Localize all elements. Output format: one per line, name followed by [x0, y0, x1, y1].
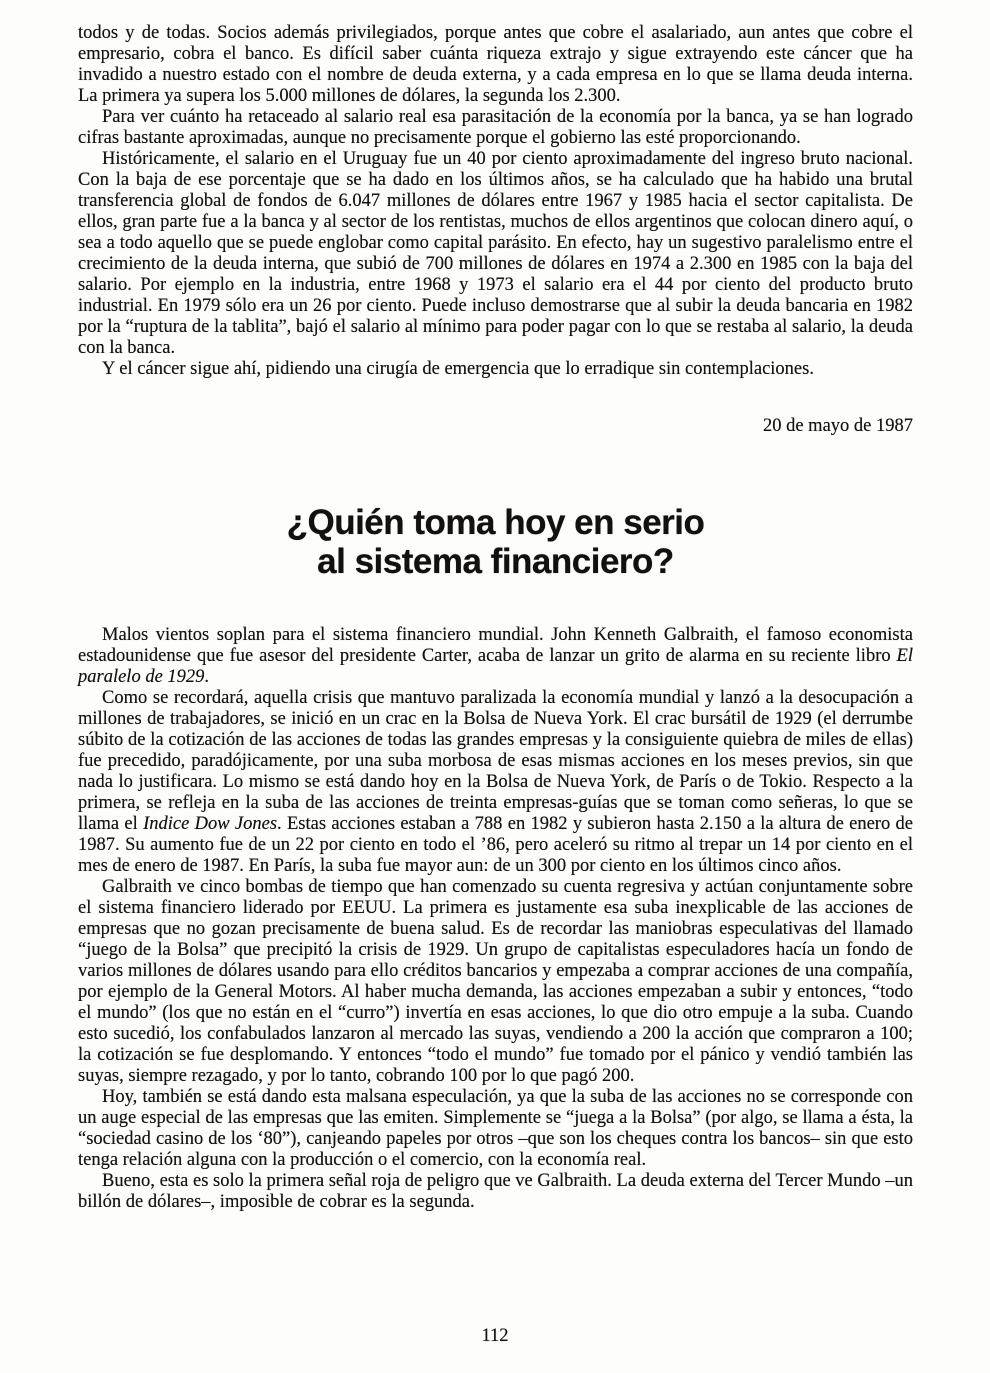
- article-sistema-financiero: [78, 625, 913, 1213]
- date-line: 20 de mayo de 1987: [762, 416, 913, 436]
- paragraph: [78, 1171, 913, 1213]
- paragraph: [78, 359, 913, 380]
- text-run: . Estas acciones estaban a 788 en 1982 y subieron hasta 2.150 a la altura de enero de 1987. Su aumento fue de un 22 por ciento en todo el ’86, pero aceleró su ritmo al trepar un 14 por ciento en el mes de enero de 1987. En París, la suba fue mayor aun: de un 300 por ciento en los últimos cinco años.: [78, 814, 913, 876]
- article-title-line2: al sistema financiero?: [317, 542, 674, 581]
- text-run: Y el cáncer sigue ahí, pidiendo una cirugía de emergencia que lo erradique sin contemplaciones.: [102, 359, 814, 379]
- text-run: Para ver cuánto ha retaceado al salario real esa parasitación de la economía por la banca, ya se han logrado cifras bastante aproximadas, aunque no precisamente porque el gobierno las esté proporcionando.: [78, 107, 913, 148]
- paragraph: [78, 107, 913, 149]
- text-run: Malos vientos soplan para el sistema financiero mundial. John Kenneth Galbraith, el famoso economista estadounidense que fue asesor del presidente Carter, acaba de lanzar un grito de alarma en su reciente libro: [78, 625, 913, 666]
- text-run: Históricamente, el salario en el Uruguay fue un 40 por ciento aproximadamente del ingreso bruto nacional. Con la baja de ese porcentaje que se ha dado en los últimos años, se ha calculado que ha habido una brutal transferencia global de fondos de 6.047 millones de dólares entre 1967 y 1985 hacia el sector capitalista. De ellos, gran parte fue a la banca y al sector de los rentistas, muchos de ellos argentinos que colocan dinero aquí, o sea a todo aquello que se puede englobar como capital parásito. En efecto, hay un sugestivo paralelismo entre el crecimiento de la deuda interna, que subió de 700 millones de dólares en 1974 a 2.300 en 1985 con la baja del salario. Por ejemplo en la industria, entre 1968 y 1973 el salario era el 44 por ciento del producto bruto industrial. En 1979 sólo era un 26 por ciento. Puede incluso demostrarse que al subir la deuda bancaria en 1982 por la “ruptura de la tablita”, bajó el salario al mínimo para poder pagar con lo que se restaba al salario, la deuda con la banca.: [78, 149, 913, 358]
- text-run: Hoy, también se está dando esta malsana especulación, ya que la suba de las acciones no se corresponde con un auge especial de las empresas que las emiten. Simplemente se “juega a la Bolsa” (por algo, se llama a ésta, la “sociedad casino de los ‘80”), canjeando papeles por otros –que son los cheques contra los bancos– sin que esto tenga relación alguna con la producción o el comercio, con la economía real.: [78, 1087, 913, 1170]
- article-title: [78, 503, 913, 581]
- paragraph: [78, 149, 913, 359]
- page-number: 112: [481, 1326, 509, 1346]
- text-run: Como se recordará, aquella crisis que mantuvo paralizada la economía mundial y lanzó a la desocupación a millones de trabajadores, se inició en un crac en la Bolsa de Nueva York. El crac bursátil de 1929 (el derrumbe súbito de la cotización de las acciones de todas las grandes empresas y la consiguiente quiebra de miles de ellas) fue precedido, paradójicamente, por una suba morbosa de esas mismas acciones en los meses previos, sin que nada lo justificara. Lo mismo se está dando hoy en la Bolsa de Nueva York, de París o de Tokio. Respecto a la primera, se refleja en la suba de las acciones de treinta empresas-guías que se toman como señeras, lo que se llama el: [78, 688, 913, 834]
- article-deuda-ending: [78, 23, 913, 380]
- text-run: todos y de todas. Socios además privilegiados, porque antes que cobre el asalariado, aun antes que cobre el empresario, cobra el banco. Es difícil saber cuánta riqueza extrajo y sigue extrayendo este cáncer que ha invadido a nuestro estado con el nombre de deuda externa, y a cada empresa en lo que se llama deuda interna. La primera ya supera los 5.000 millones de dólares, la segunda los 2.300.: [78, 23, 913, 106]
- italic-text: El paralelo de 1929: [78, 646, 913, 687]
- paragraph: [78, 877, 913, 1087]
- text-run: Galbraith ve cinco bombas de tiempo que han comenzado su cuenta regresiva y actúan conjuntamente sobre el sistema financiero liderado por EEUU. La primera es justamente esa suba inexplicable de las acciones de empresas que no gozan precisamente de buena salud. Es de recordar las maniobras especulativas del llamado “juego de la Bolsa” que precipitó la crisis de 1929. Un grupo de capitalistas especuladores hacía un fondo de varios millones de dólares usando para ello créditos bancarios y empezaba a comprar acciones de una compañía, por ejemplo de la General Motors. Al haber mucha demanda, las acciones empezaban a subir y entonces, “todo el mundo” (los que no están en el “curro”) invertía en esas acciones, lo que dio otro empuje a la suba. Cuando esto sucedió, los confabulados lanzaron al mercado las suyas, vendiendo a 200 la acción que compraron a 100; la cotización se fue desplomando. Y entonces “todo el mundo” fue tomado por el pánico y vendió también las suyas, siempre rezagado, y por lo tanto, cobrando 100 por lo que pagó 200.: [78, 877, 913, 1086]
- paragraph: [78, 1087, 913, 1171]
- italic-text: Indice Dow Jones: [143, 814, 278, 834]
- text-run: .: [204, 667, 210, 687]
- paragraph: [78, 688, 913, 877]
- paragraph: [78, 625, 913, 688]
- article-title-line1: ¿Quién toma hoy en serio: [286, 503, 705, 542]
- paragraph: [78, 23, 913, 107]
- text-run: Bueno, esta es solo la primera señal roja de peligro que ve Galbraith. La deuda externa del Tercer Mundo –un billón de dólares–, imposible de cobrar es la segunda.: [78, 1171, 913, 1212]
